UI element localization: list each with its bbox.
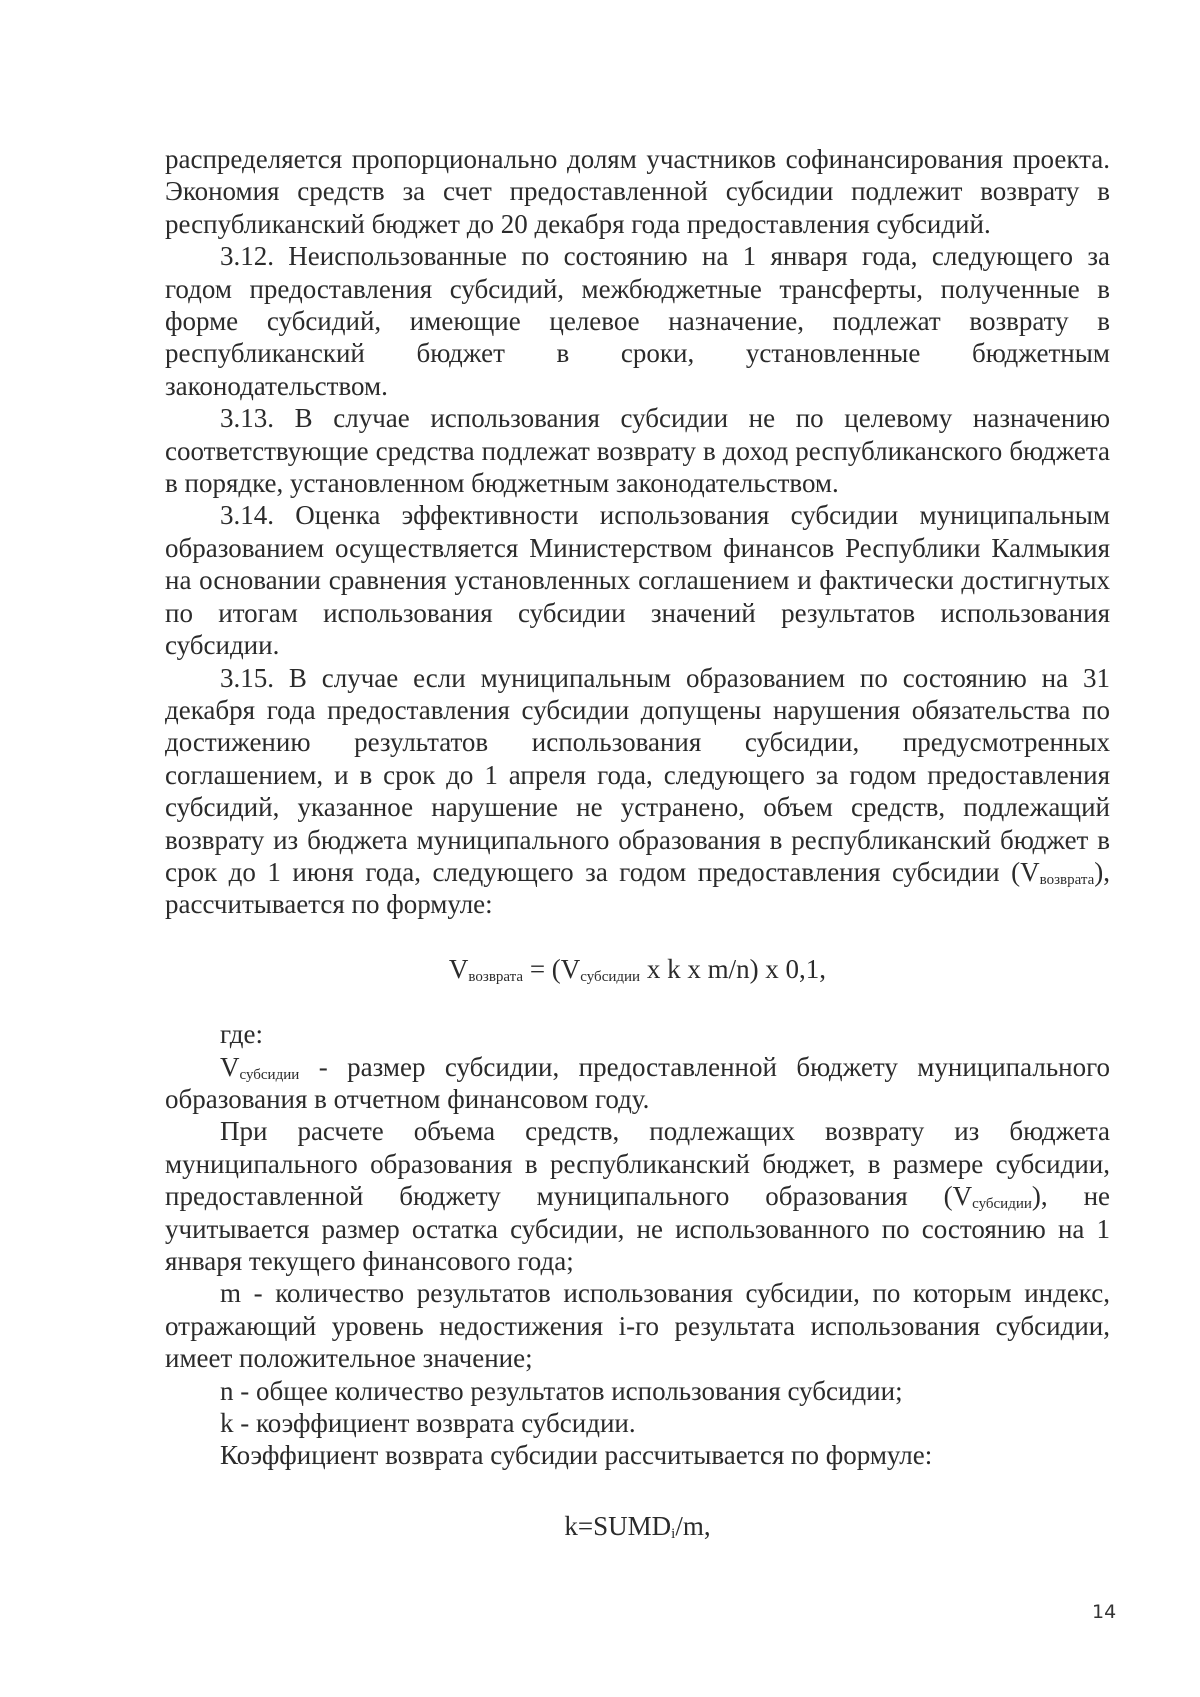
def-v-text: - размер субсидии, предоставленной бюджету муниципального образования в отчетном финансовом году. (165, 1051, 1110, 1114)
calc-text: При расчете объема средств, подлежащих возврату из бюджета муниципального образования в республиканский бюджет, в размере субсидии, предоставленной бюджету муниципального образования (V (165, 1116, 1110, 1212)
formula-k-main: k=SUMD (564, 1510, 672, 1541)
formula-return-volume (165, 953, 1110, 985)
where-label: где: (220, 1019, 263, 1050)
formula-sub-vozvrata: возврата (468, 968, 524, 985)
definition-m: m - количество результатов использования субсидии, по которым индекс, отражающий уровень недостижения i-го результата использования субсидии, имеет положительное значение; (165, 1278, 1110, 1374)
paragraph-3-13: 3.13. В случае использования субсидии не по целевому назначению соответствующие средства подлежат возврату в доход республиканского бюджета в порядке, установленном бюджетным законодательством. (165, 403, 1110, 499)
subscript-vozvrata: возврата (1039, 871, 1095, 888)
paragraph-calculation (165, 1115, 1110, 1277)
paragraph-3-15-tail: ), рассчитывается по формуле: (165, 856, 1110, 920)
formula-sub-subsidii: субсидии (580, 968, 641, 985)
paragraph-3-12: 3.12. Неиспользованные по состоянию на 1 января года, следующего за годом предоставления субсидий, межбюджетные трансферты, полученные в форме субсидий, имеющие целевое назначение, подлежат возврату в республиканский бюджет в сроки, установленные бюджетным законодательством. (165, 241, 1110, 401)
formula-v: V (448, 953, 469, 984)
formula-rest: x k x m/n) x 0,1, (640, 953, 827, 984)
paragraph-3-15 (165, 662, 1110, 921)
definition-v-subsidii (165, 1051, 1110, 1116)
definition-k: k - коэффициент возврата субсидии. (220, 1408, 636, 1439)
formula-k-sub-i: i (671, 1525, 676, 1542)
def-sub-subsidii: субсидии (239, 1066, 300, 1083)
paragraph-intro: распределяется пропорционально долям участников софинансирования проекта. Экономия средств за счет предоставленной субсидии подлежит возврату в республиканский бюджет до 20 декабря года предоставления субсидий. (165, 144, 1110, 239)
paragraph-3-14: 3.14. Оценка эффективности использования субсидии муниципальным образованием осуществляется Министерством финансов Республики Калмыкия на основании сравнения установленных соглашением и фактически достигнутых по итогам использования субсидии значений результатов использования субсидии. (165, 500, 1110, 661)
formula-k-tail: /m, (675, 1510, 711, 1541)
formula-k (165, 1510, 1110, 1542)
calc-sub-subsidii: субсидии (972, 1196, 1032, 1213)
k-formula-intro: Коэффициент возврата субсидии рассчитывается по формуле: (220, 1440, 933, 1471)
formula-mid: = (V (523, 953, 581, 984)
calc-tail: ), не учитывается размер остатка субсидии, не использованного по состоянию на 1 января текущего финансового года; (165, 1181, 1110, 1276)
document-body (165, 143, 1110, 1575)
page-number: 14 (1092, 1601, 1117, 1623)
definition-n: n - общее количество результатов использования субсидии; (220, 1375, 903, 1406)
def-v: V (220, 1051, 240, 1082)
paragraph-3-15-text: 3.15. В случае если муниципальным образованием по состоянию на 31 декабря года предоставления субсидии допущены нарушения обязательства по достижению результатов использования субсидии, предусмотренных соглашением, и в срок до 1 апреля года, следующего за годом предоставления субсидий, указанное нарушение не устранено, объем средств, подлежащий возврату из бюджета муниципального образования в республиканский бюджет в срок до 1 июня года, следующего за годом предоставления субсидии (V (165, 662, 1110, 887)
